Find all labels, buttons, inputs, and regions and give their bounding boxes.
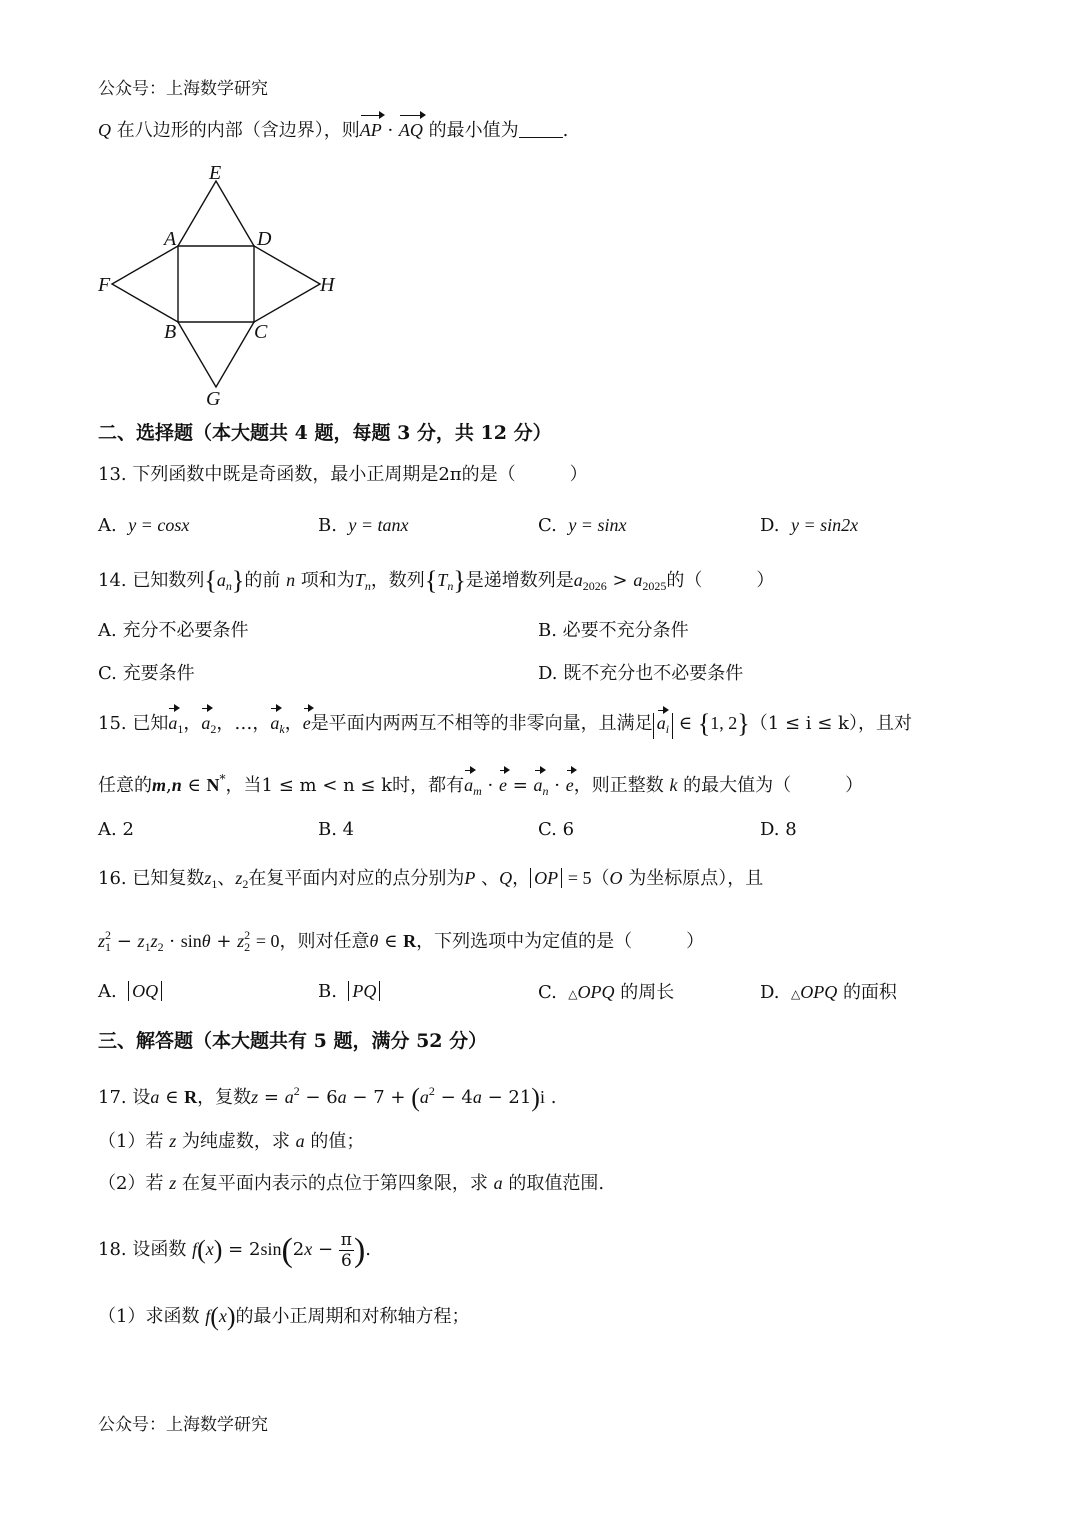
label-c: C — [254, 321, 268, 343]
q15-option-d[interactable]: D. 8 — [760, 819, 797, 840]
label-d: D — [257, 228, 272, 250]
q13-option-a[interactable]: A. y = cosx — [98, 515, 190, 536]
label-f: F — [98, 274, 111, 296]
q15-option-c[interactable]: C. 6 — [538, 819, 575, 840]
triangle-top — [178, 181, 254, 246]
q15-option-a[interactable]: A. 2 — [98, 819, 134, 840]
triangle-left — [112, 246, 178, 322]
octagon-figure — [90, 155, 360, 415]
q16-option-c[interactable]: C. △OPQ 的周长 — [538, 982, 675, 1003]
q16-stem-line1: 16. 已知复数$z_1$、$z_2$在复平面内对应的点分别为P 、Q， OP = 5（O 为坐标原点），且 — [98, 868, 764, 891]
answer-blank[interactable] — [519, 121, 563, 138]
q16-option-b[interactable]: B. PQ — [318, 980, 380, 1004]
q16-option-a[interactable]: A. OQ — [98, 980, 162, 1004]
q14-option-a[interactable]: A. 充分不必要条件 — [98, 620, 249, 641]
q14-option-d[interactable]: D. 既不充分也不必要条件 — [538, 663, 744, 684]
q12-line: Q 在八边形的内部（含边界），则AP · AQ 的最小值为 . — [98, 120, 569, 141]
q15-stem-line1: 15. 已知$a_1$，$a_2$，…，$a_k$，e是平面内两两互不相等的非零向量，且满足 $a_i$ ∈ {1, 2}（1 ≤ i ≤ k），且对 — [98, 709, 912, 738]
q17-part2: （2）若 z 在复平面内表示的点位于第四象限，求 a 的取值范围. — [98, 1173, 605, 1194]
q16-option-d[interactable]: D. △OPQ 的面积 — [760, 982, 897, 1003]
q15-option-b[interactable]: B. 4 — [318, 819, 355, 840]
q13-option-d[interactable]: D. y = sin2x — [760, 515, 859, 536]
label-e: E — [209, 162, 222, 184]
q13-option-c[interactable]: C. y = sinx — [538, 515, 627, 536]
section2-title: 二、选择题（本大题共 4 题，每题 3 分，共 12 分） — [98, 422, 552, 444]
page-footer: 公众号：上海数学研究 — [98, 1415, 268, 1435]
label-b: B — [164, 321, 177, 343]
triangle-bottom — [178, 322, 254, 387]
q16-stem-line2: $z^2_1 - z_1z_2 \cdot \sin\theta + z^2_2 = 0$，则对任意θ ∈ R，下列选项中为定值的是（ ） — [98, 928, 705, 954]
section3-title: 三、解答题（本大题共有 5 题，满分 52 分） — [98, 1030, 488, 1052]
q17-part1: （1）若 z 为纯虚数，求 a 的值； — [98, 1131, 365, 1152]
q15-stem-line2: 任意的m,n ∈ N*，当1 ≤ m < n ≤ k时，都有$a_m \cdot e = a_n \cdot e$，则正整数 k 的最大值为（ ） — [98, 772, 864, 798]
q13-option-b[interactable]: B. y = tanx — [318, 515, 409, 536]
square-abcd — [178, 246, 254, 322]
label-h: H — [320, 274, 335, 296]
q14-option-c[interactable]: C. 充要条件 — [98, 663, 195, 684]
page-header: 公众号：上海数学研究 — [98, 79, 268, 99]
q17-stem: 17. 设a ∈ R，复数$z = a^2 - 6a - 7 + (a^2 - 4a - 21)i$ . — [98, 1083, 557, 1112]
label-a: A — [164, 228, 177, 250]
q18-stem: 18. 设函数 f(x) = 2sin(2x − $\frac{\pi}{6}$ ). — [98, 1229, 372, 1271]
label-g: G — [206, 388, 221, 410]
triangle-right — [254, 246, 320, 322]
q14-stem: 14. 已知数列$\{a_n\}$的前 n 项和为$T_n$，数列$\{T_n\}$是递增数列是$a_{2026} > a_{2025}$的（ ） — [98, 566, 775, 595]
q13-stem: 13. 下列函数中既是奇函数，最小正周期是2π的是（ ） — [98, 464, 588, 485]
q14-option-b[interactable]: B. 必要不充分条件 — [538, 620, 689, 641]
q18-part1: （1）求函数 f(x)的最小正周期和对称轴方程； — [98, 1302, 470, 1331]
